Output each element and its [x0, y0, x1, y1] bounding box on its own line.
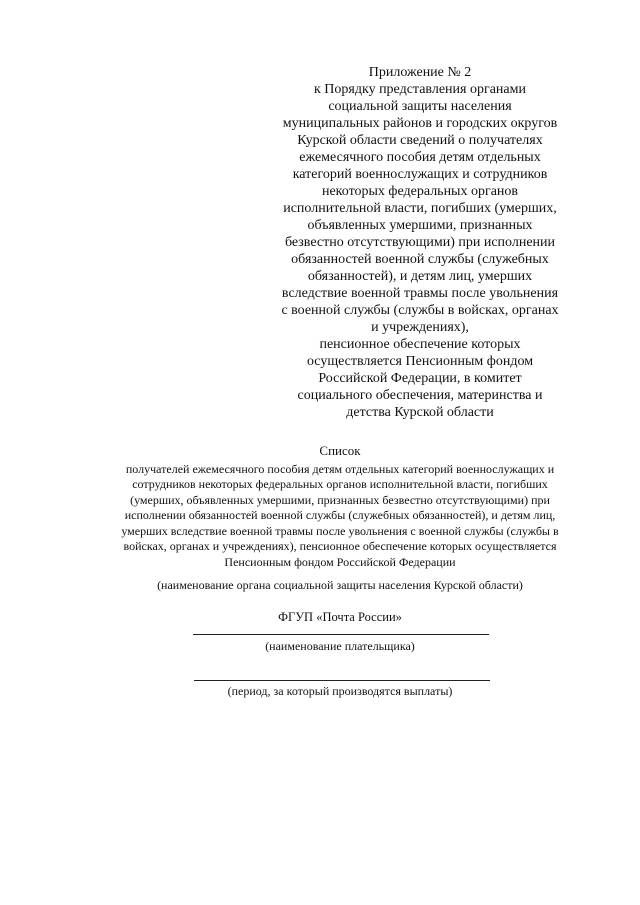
appendix-header: [260, 64, 580, 421]
appendix-line: обязанностей), и детям лиц, умерших: [307, 269, 533, 284]
appendix-line: детства Курской области: [346, 405, 494, 420]
payer-underline: [193, 634, 489, 635]
appendix-line: некоторых федеральных органов: [321, 184, 519, 199]
list-title: Список: [319, 443, 361, 458]
appendix-line: объявленных умершими, признанных: [307, 218, 533, 233]
list-line: умерших вследствие военной травмы после увольнения с военной службы (службы в: [121, 523, 559, 538]
appendix-line: и учреждениях),: [371, 320, 469, 335]
list-line: (умерших, объявленных умершими, признанных безвестно отсутствующими) при: [130, 492, 550, 507]
appendix-line: категорий военнослужащих и сотрудников: [292, 167, 548, 182]
appendix-line: ежемесячного пособия детям отдельных: [299, 150, 541, 165]
appendix-line: Приложение № 2: [368, 65, 472, 80]
list-description: [92, 443, 588, 570]
appendix-line: исполнительной власти, погибших (умерших,: [283, 201, 557, 216]
list-line: Пенсионным фондом Российской Федерации: [224, 554, 456, 569]
appendix-line: вследствие военной травмы после увольнения: [281, 286, 559, 301]
list-line: получателей ежемесячного пособия детям отдельных категорий военнослужащих и: [125, 461, 555, 476]
appendix-line: обязанностей военной службы (служебных: [291, 252, 549, 267]
period-underline: [194, 680, 490, 681]
appendix-line: Курской области сведений о получателях: [297, 133, 543, 148]
payer-name-value: ФГУП «Почта России»: [278, 610, 402, 624]
appendix-line: с военной службы (службы в войсках, органах: [281, 303, 559, 318]
appendix-line: осуществляется Пенсионным фондом: [306, 354, 534, 369]
appendix-line: муниципальных районов и городских округов: [282, 116, 558, 131]
appendix-line: социальной защиты населения: [328, 99, 512, 114]
period-caption: (период, за который производятся выплаты): [227, 684, 453, 698]
list-line: исполнении обязанностей военной службы (служебных обязанностей), и детям лиц,: [124, 508, 556, 522]
organ-name-caption: (наименование органа социальной защиты населения Курской области): [157, 578, 523, 592]
appendix-line: безвестно отсутствующими) при исполнении: [284, 235, 556, 250]
list-line: войсках, органах и учреждениях), пенсионное обеспечение которых осуществляется: [123, 539, 557, 553]
appendix-line: социального обеспечения, материнства и: [297, 388, 543, 403]
appendix-line: пенсионное обеспечение которых: [319, 337, 521, 352]
list-line: сотрудников некоторых федеральных органов исполнительной власти, погибших: [132, 477, 548, 491]
appendix-line: к Порядку представления органами: [313, 82, 526, 97]
payer-name-caption: (наименование плательщика): [265, 639, 415, 653]
appendix-line: Российской Федерации, в комитет: [318, 371, 522, 386]
